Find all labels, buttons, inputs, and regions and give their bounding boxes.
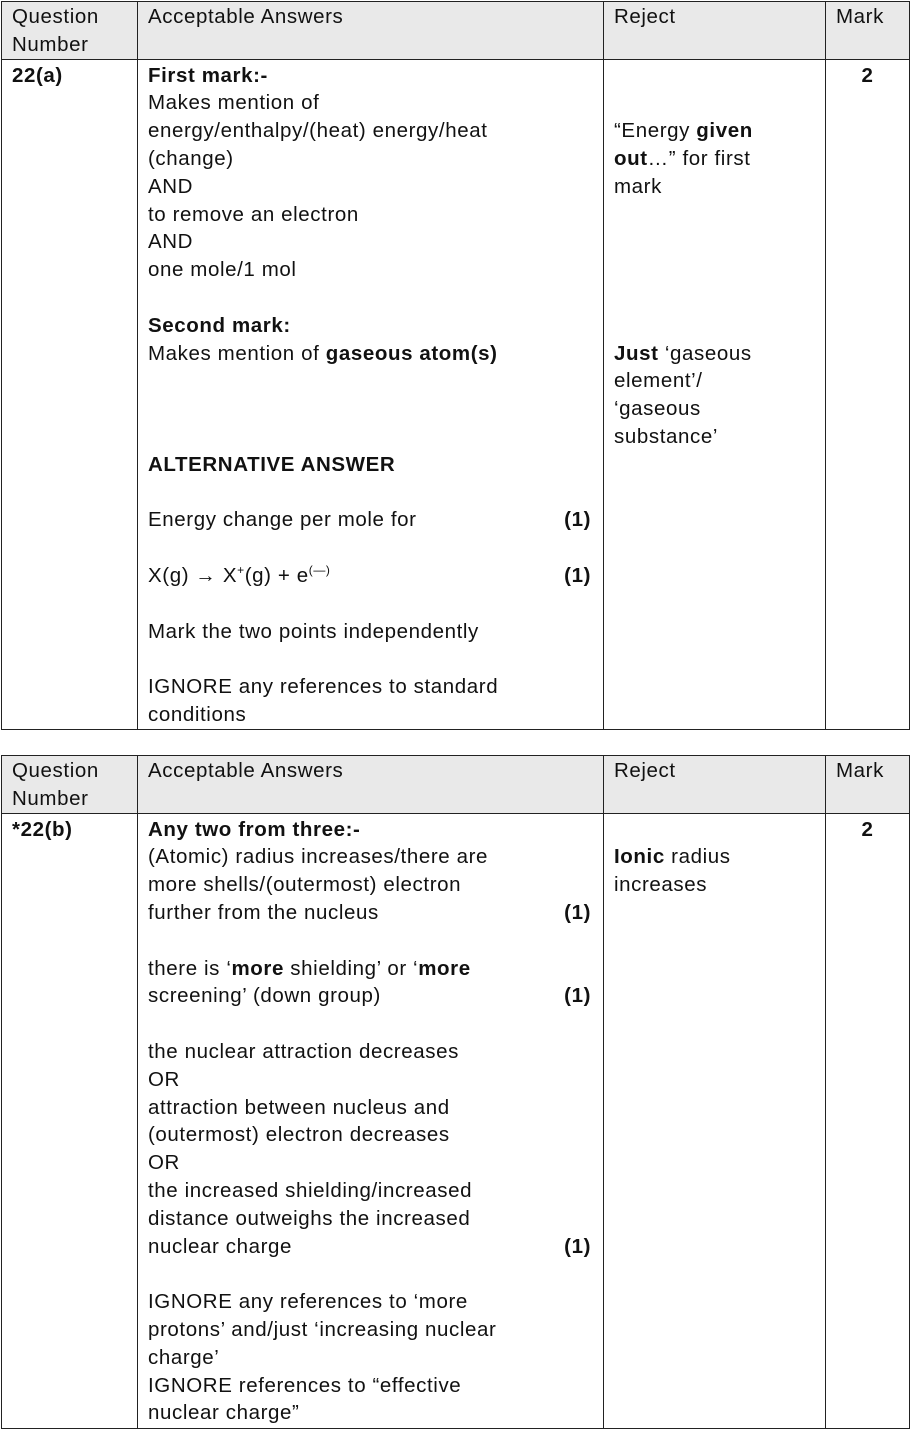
header-acceptable-answers: Acceptable Answers xyxy=(138,756,604,814)
first-mark-heading: First mark:- xyxy=(148,63,268,87)
table-row xyxy=(2,813,910,1428)
table-row xyxy=(2,59,910,729)
mark-cell: 2 xyxy=(826,813,910,1428)
header-mark: Mark xyxy=(826,756,910,814)
header-mark: Mark xyxy=(826,2,910,60)
mark-cell: 2 xyxy=(826,59,910,729)
second-mark-heading: Second mark: xyxy=(148,313,291,337)
header-question-number: Question Number xyxy=(2,756,138,814)
question-number-cell: *22(b) xyxy=(2,813,138,1428)
header-row xyxy=(2,2,910,60)
header-question-number: Question Number xyxy=(2,2,138,60)
any-two-heading: Any two from three:- xyxy=(148,817,361,841)
header-reject: Reject xyxy=(604,2,826,60)
acceptable-answers-cell: First mark:- Makes mention of energy/enthalpy/(heat) energy/heat (change) AND to remove an electron AND one mole/1 mol Second mark: Makes mention of gaseous atom(s) ALTERNATIVE ANSWER Energy change per mole for (1) X(g) → X+(g) + e(—) (1) Mark the two points independently IGNORE any references to standard conditions xyxy=(138,59,604,729)
alternative-answer-heading: ALTERNATIVE ANSWER xyxy=(148,452,396,476)
mark-scheme-table-22b xyxy=(1,755,910,1429)
ionisation-equation: X(g) → X+(g) + e(—) (1) xyxy=(148,563,591,587)
reject-cell: “Energy given out…” for first mark Just ‘gaseous element’/ ‘gaseous substance’ xyxy=(604,59,826,729)
header-acceptable-answers: Acceptable Answers xyxy=(138,2,604,60)
header-reject: Reject xyxy=(604,756,826,814)
mark-scheme-table-22a xyxy=(1,1,910,730)
header-row xyxy=(2,756,910,814)
reject-cell: Ionic radius increases xyxy=(604,813,826,1428)
question-number-cell: 22(a) xyxy=(2,59,138,729)
acceptable-answers-cell: Any two from three:- (Atomic) radius increases/there are more shells/(outermost) electron further from the nucleus (1) there is ‘more shielding’ or ‘more screening’ (down group) (1) the nuclear attraction decreases OR attraction between nucleus and (outermost) electron decreases OR the increased shielding/increased distance outweighs the increased nuclear charge (1) IGNORE any references to ‘more protons’ and/just ‘increasing nuclear charge’ IGNORE references to “effective nuclear charge” xyxy=(138,813,604,1428)
